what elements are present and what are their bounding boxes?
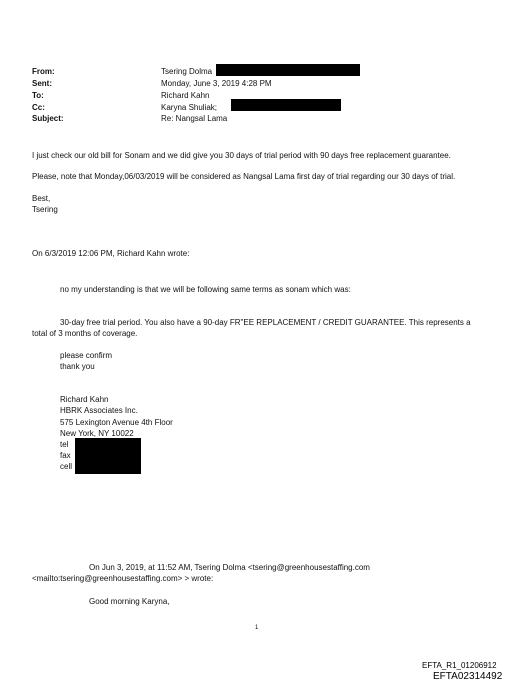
to-label: To: xyxy=(32,91,44,100)
sig-company: HBRK Associates Inc. xyxy=(60,406,138,415)
subject-value: Re: Nangsal Lama xyxy=(161,114,228,123)
sig-tel-label: tel xyxy=(60,440,69,449)
redaction-from xyxy=(216,64,360,76)
from-label: From: xyxy=(32,67,55,76)
quote2-header-line1: On Jun 3, 2019, at 11:52 AM, Tsering Dolma <tsering@greenhousestaffing.com xyxy=(89,563,370,572)
body-signature: Tsering xyxy=(32,205,58,214)
quote1-line1: no my understanding is that we will be following same terms as sonam which was: xyxy=(60,285,351,294)
quote2-header-line2: <mailto:tsering@greenhousestaffing.com> > wrote: xyxy=(32,574,214,583)
sig-name: Richard Kahn xyxy=(60,395,109,404)
quote1-header: On 6/3/2019 12:06 PM, Richard Kahn wrote: xyxy=(32,249,190,258)
quote1-terms-line1: 30-day free trial period. You also have a 90-day FR"EE REPLACEMENT / CREDIT GUARANTEE. This represents a xyxy=(60,318,471,327)
quote2-greeting: Good morning Karyna, xyxy=(89,597,170,606)
body-closing: Best, xyxy=(32,194,51,203)
sent-label: Sent: xyxy=(32,79,52,88)
cc-label: Cc: xyxy=(32,103,45,112)
quote1-thanks: thank you xyxy=(60,362,95,371)
body-paragraph-1: I just check our old bill for Sonam and we did give you 30 days of trial period with 90 days free replacement guarantee. xyxy=(32,151,451,160)
sent-value: Monday, June 3, 2019 4:28 PM xyxy=(161,79,272,88)
subject-label: Subject: xyxy=(32,114,64,123)
redaction-phones xyxy=(75,438,141,474)
body-paragraph-2: Please, note that Monday,06/03/2019 will be considered as Nangsal Lama first day of trial regarding our 30 days of trial. xyxy=(32,172,456,181)
sig-fax-label: fax xyxy=(60,451,71,460)
quote1-confirm: please confirm xyxy=(60,351,113,360)
cc-value: Karyna Shuliak; xyxy=(161,103,218,112)
footer-id-1: EFTA_R1_01206912 xyxy=(422,661,497,670)
page-number: 1 xyxy=(255,625,259,631)
from-value: Tsering Dolma xyxy=(161,67,213,76)
footer-id-2: EFTA02314492 xyxy=(433,671,503,682)
sig-cell-label: cell xyxy=(60,462,73,471)
sig-address1: 575 Lexington Avenue 4th Floor xyxy=(60,418,173,427)
sig-address2: New York, NY 10022 xyxy=(60,429,134,438)
redaction-cc xyxy=(231,99,341,111)
to-value: Richard Kahn xyxy=(161,91,210,100)
quote1-terms-line2: total of 3 months of coverage. xyxy=(32,329,138,338)
